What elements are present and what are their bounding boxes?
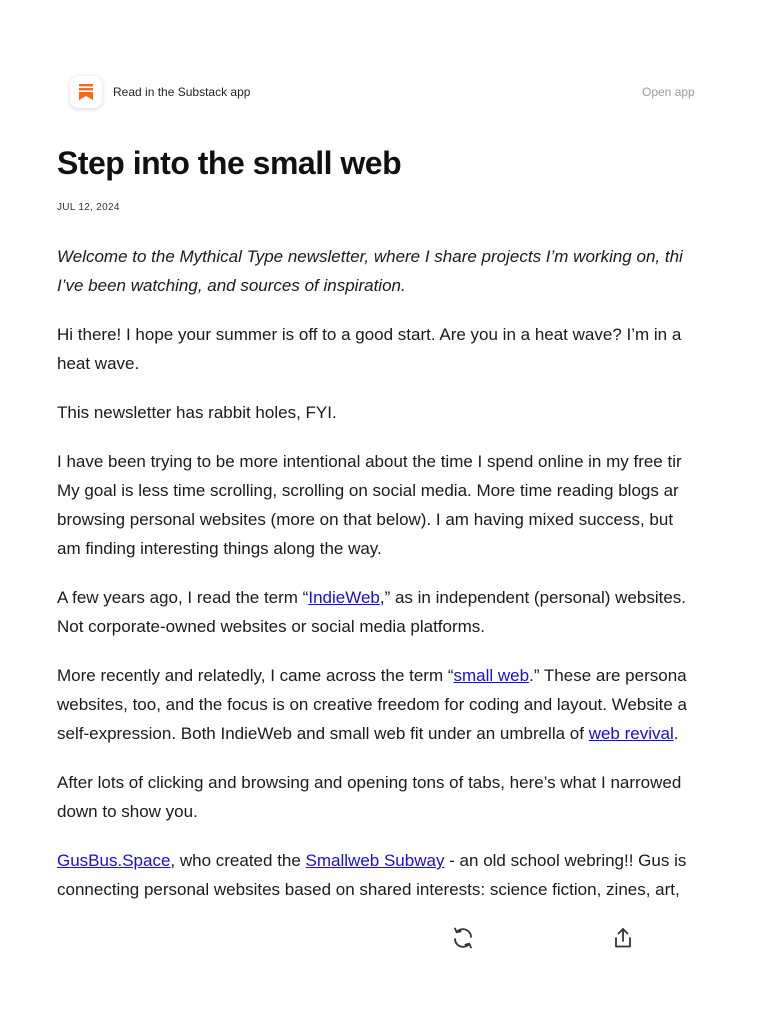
text-segment: - an old school webring!! Gus is	[444, 851, 687, 870]
text-segment: , who created the	[170, 851, 306, 870]
web-revival-link[interactable]: web revival	[588, 724, 674, 743]
gusbus-space-link[interactable]: GusBus.Space	[57, 851, 171, 870]
small-web-link[interactable]: small web	[453, 666, 530, 685]
paragraph	[57, 583, 768, 641]
paragraph	[57, 768, 768, 826]
paragraph	[57, 447, 768, 563]
text-line: Welcome to the Mythical Type newsletter, where I share projects I’m working on, thi	[57, 247, 683, 266]
text-line: This newsletter has rabbit holes, FYI.	[57, 403, 337, 422]
app-banner	[0, 70, 768, 116]
refresh-icon[interactable]	[451, 926, 475, 950]
indieweb-link[interactable]: IndieWeb	[308, 588, 380, 607]
text-segment: .	[673, 724, 679, 743]
post-title: Step into the small web	[57, 145, 402, 181]
text-line: After lots of clicking and browsing and opening tons of tabs, here’s what I narrowed	[57, 773, 682, 792]
post-body	[57, 242, 768, 904]
text-line	[57, 719, 768, 748]
smallweb-subway-link[interactable]: Smallweb Subway	[305, 851, 445, 870]
text-line: connecting personal websites based on shared interests: science fiction, zines, art,	[57, 880, 680, 899]
substack-logo-glyph	[79, 84, 93, 100]
text-segment: self-expression. Both IndieWeb and small web fit under an umbrella of	[57, 724, 589, 743]
text-line	[57, 846, 768, 875]
text-line: heat wave.	[57, 354, 140, 373]
paragraph	[57, 661, 768, 748]
substack-logo-icon[interactable]	[70, 76, 102, 108]
text-line	[57, 583, 768, 612]
text-segment: A few years ago, I read the term “	[57, 588, 309, 607]
text-line	[57, 661, 768, 690]
text-line: am finding interesting things along the way.	[57, 539, 382, 558]
read-in-app-text: Read in the Substack app	[113, 85, 251, 99]
open-app-button[interactable]: Open app	[642, 85, 695, 99]
text-line: browsing personal websites (more on that below). I am having mixed success, but	[57, 510, 674, 529]
text-line: websites, too, and the focus is on creative freedom for coding and layout. Website a	[57, 695, 687, 714]
intro-paragraph	[57, 242, 768, 300]
text-segment: ,” as in independent (personal) websites.	[379, 588, 687, 607]
text-segment: .” These are persona	[529, 666, 687, 685]
bottom-toolbar	[0, 920, 768, 960]
text-line: I’ve been watching, and sources of inspiration.	[57, 276, 406, 295]
share-icon[interactable]	[611, 926, 635, 950]
text-line: I have been trying to be more intentional about the time I spend online in my free tir	[57, 452, 682, 471]
paragraph	[57, 846, 768, 904]
text-line: Not corporate-owned websites or social media platforms.	[57, 617, 486, 636]
paragraph	[57, 320, 768, 378]
article	[57, 143, 768, 924]
text-line: Hi there! I hope your summer is off to a good start. Are you in a heat wave? I’m in a	[57, 325, 682, 344]
text-line: My goal is less time scrolling, scrolling on social media. More time reading blogs ar	[57, 481, 679, 500]
paragraph	[57, 398, 768, 427]
text-line: down to show you.	[57, 802, 198, 821]
text-segment: More recently and relatedly, I came across the term “	[57, 666, 454, 685]
post-date: JUL 12, 2024	[57, 202, 120, 213]
